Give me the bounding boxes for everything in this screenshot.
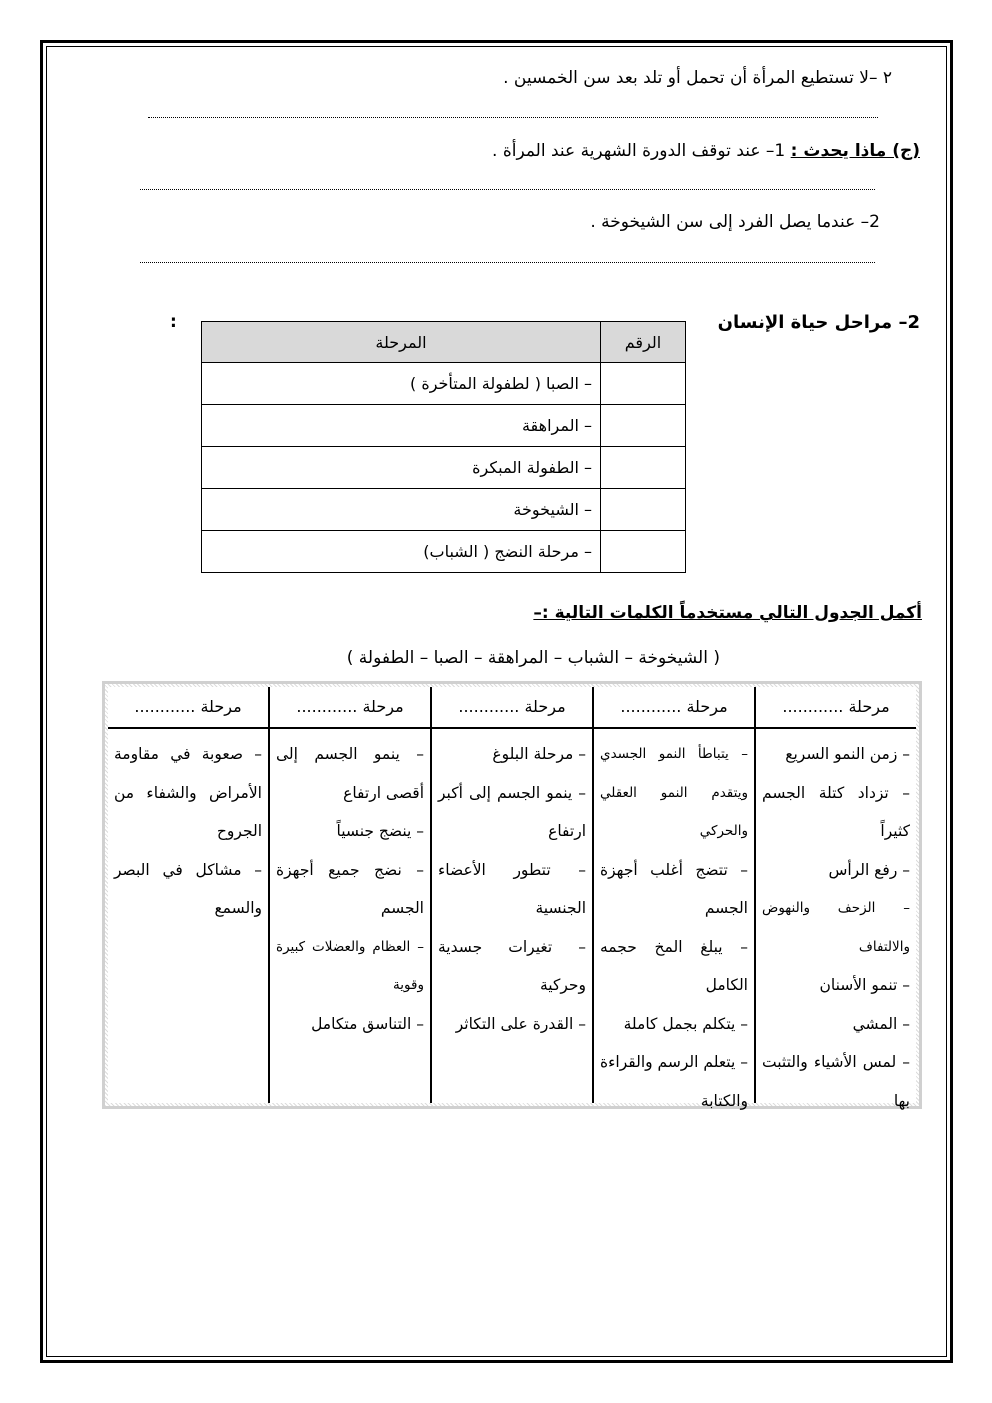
stage-cell: – الشيخوخة xyxy=(202,489,601,531)
stage-column-header[interactable]: مرحلة ............ xyxy=(270,687,430,729)
list-item: – العظام والعضلات كبيرة وقوية xyxy=(276,938,424,993)
stage-column xyxy=(268,687,430,1103)
word-bank: ( الشيخوخة – الشباب – المراهقة – الصبا – الطفولة ) xyxy=(346,648,720,668)
list-item: – القدرة على التكاثر xyxy=(455,1014,586,1033)
list-item: – يتعلم الرسم والقراءة والكتابة xyxy=(600,1053,748,1110)
list-item: – يبلغ المخ حجمه الكامل xyxy=(600,937,748,994)
section-c-line xyxy=(492,141,920,161)
list-item: – تغيرات جسدية وحركية xyxy=(438,937,586,994)
section-c-label: (ج) ماذا يحدث : xyxy=(790,141,920,161)
stage-column-body xyxy=(108,729,268,928)
list-item: – نضج جميع أجهزة الجسم xyxy=(276,860,424,917)
table-row xyxy=(202,531,686,573)
list-item: – رفع الرأس xyxy=(828,860,910,879)
list-item: – ينمو الجسم إلى أقصى ارتفاع xyxy=(276,745,424,802)
stage-column xyxy=(754,687,916,1110)
stages-table xyxy=(201,321,686,573)
list-item: – تتطور الأعضاء الجنسية xyxy=(438,860,586,917)
list-item: – زمن النمو السريع xyxy=(785,745,910,763)
table-row xyxy=(202,447,686,489)
list-item: – التناسق متكامل xyxy=(311,1014,424,1033)
number-cell[interactable] xyxy=(601,531,686,573)
list-item: – تزداد كتلة الجسم كثيراً xyxy=(762,783,910,840)
stage-cell: – الطفولة المبكرة xyxy=(202,447,601,489)
complete-table-frame xyxy=(102,681,922,1109)
list-item: – ينمو الجسم إلى أكبر ارتفاع xyxy=(438,783,586,840)
stage-cell: – الصبا ( لطفولة المتأخرة ) xyxy=(202,363,601,405)
stage-column-body xyxy=(432,729,592,1043)
stage-column-body xyxy=(270,729,430,1043)
list-item: – يتكلم بجمل كاملة xyxy=(623,1014,748,1033)
stage-cell: – المراهقة xyxy=(202,405,601,447)
section-c-item-2: 2– عندما يصل الفرد إلى سن الشيخوخة . xyxy=(590,212,880,232)
list-item: – يتباطأ النمو الجسدي ويتقدم النمو العقلي والحركي xyxy=(600,746,748,839)
list-item: – تنمو الأسنان xyxy=(819,976,910,994)
number-cell[interactable] xyxy=(601,363,686,405)
stage-column-header[interactable]: مرحلة ............ xyxy=(756,687,916,729)
stage-column-body xyxy=(594,729,754,1120)
stage-column xyxy=(592,687,754,1110)
table-row xyxy=(202,363,686,405)
complete-table xyxy=(108,687,916,1110)
list-item: – صعوبة في مقاومة الأمراض والشفاء من الجروح xyxy=(114,745,262,840)
stage-column-header[interactable]: مرحلة ............ xyxy=(108,687,268,729)
answer-line-1 xyxy=(148,117,878,118)
table-row xyxy=(202,405,686,447)
list-item: – لمس الأشياء والتثبت بها xyxy=(762,1053,910,1110)
list-item: – مشاكل في البصر والسمع xyxy=(114,860,262,917)
complete-heading: أكمل الجدول التالي مستخدماً الكلمات التالية :– xyxy=(533,603,922,623)
list-item: – تتضج أغلب أجهزة الجسم xyxy=(600,860,748,917)
list-item: – المشي xyxy=(852,1014,910,1033)
number-cell[interactable] xyxy=(601,405,686,447)
list-item: – ينضج جنسياً xyxy=(336,822,424,840)
stage-column-body xyxy=(756,729,916,1120)
section-c-item-1: 1– عند توقف الدورة الشهرية عند المرأة . xyxy=(492,141,786,161)
stages-heading: 2– مراحل حياة الإنسان xyxy=(717,312,920,333)
question-2-statement: ٢ –لا تستطيع المرأة أن تحمل أو تلد بعد سن الخمسين . xyxy=(503,68,892,88)
answer-line-3 xyxy=(140,262,875,263)
stage-column xyxy=(430,687,592,1103)
list-item: – الزحف والنهوض والالتفاف xyxy=(762,900,910,955)
table-row xyxy=(202,489,686,531)
answer-line-2 xyxy=(140,189,875,190)
stage-column-header[interactable]: مرحلة ............ xyxy=(594,687,754,729)
stages-col-number: الرقم xyxy=(601,322,686,363)
stage-cell: – مرحلة النضج ( الشباب) xyxy=(202,531,601,573)
number-cell[interactable] xyxy=(601,447,686,489)
list-item: – مرحلة البلوغ xyxy=(492,745,586,763)
stage-column-header[interactable]: مرحلة ............ xyxy=(432,687,592,729)
number-cell[interactable] xyxy=(601,489,686,531)
stage-column xyxy=(108,687,268,1103)
stages-colon: : xyxy=(170,312,177,332)
stages-col-stage: المرحلة xyxy=(202,322,601,363)
